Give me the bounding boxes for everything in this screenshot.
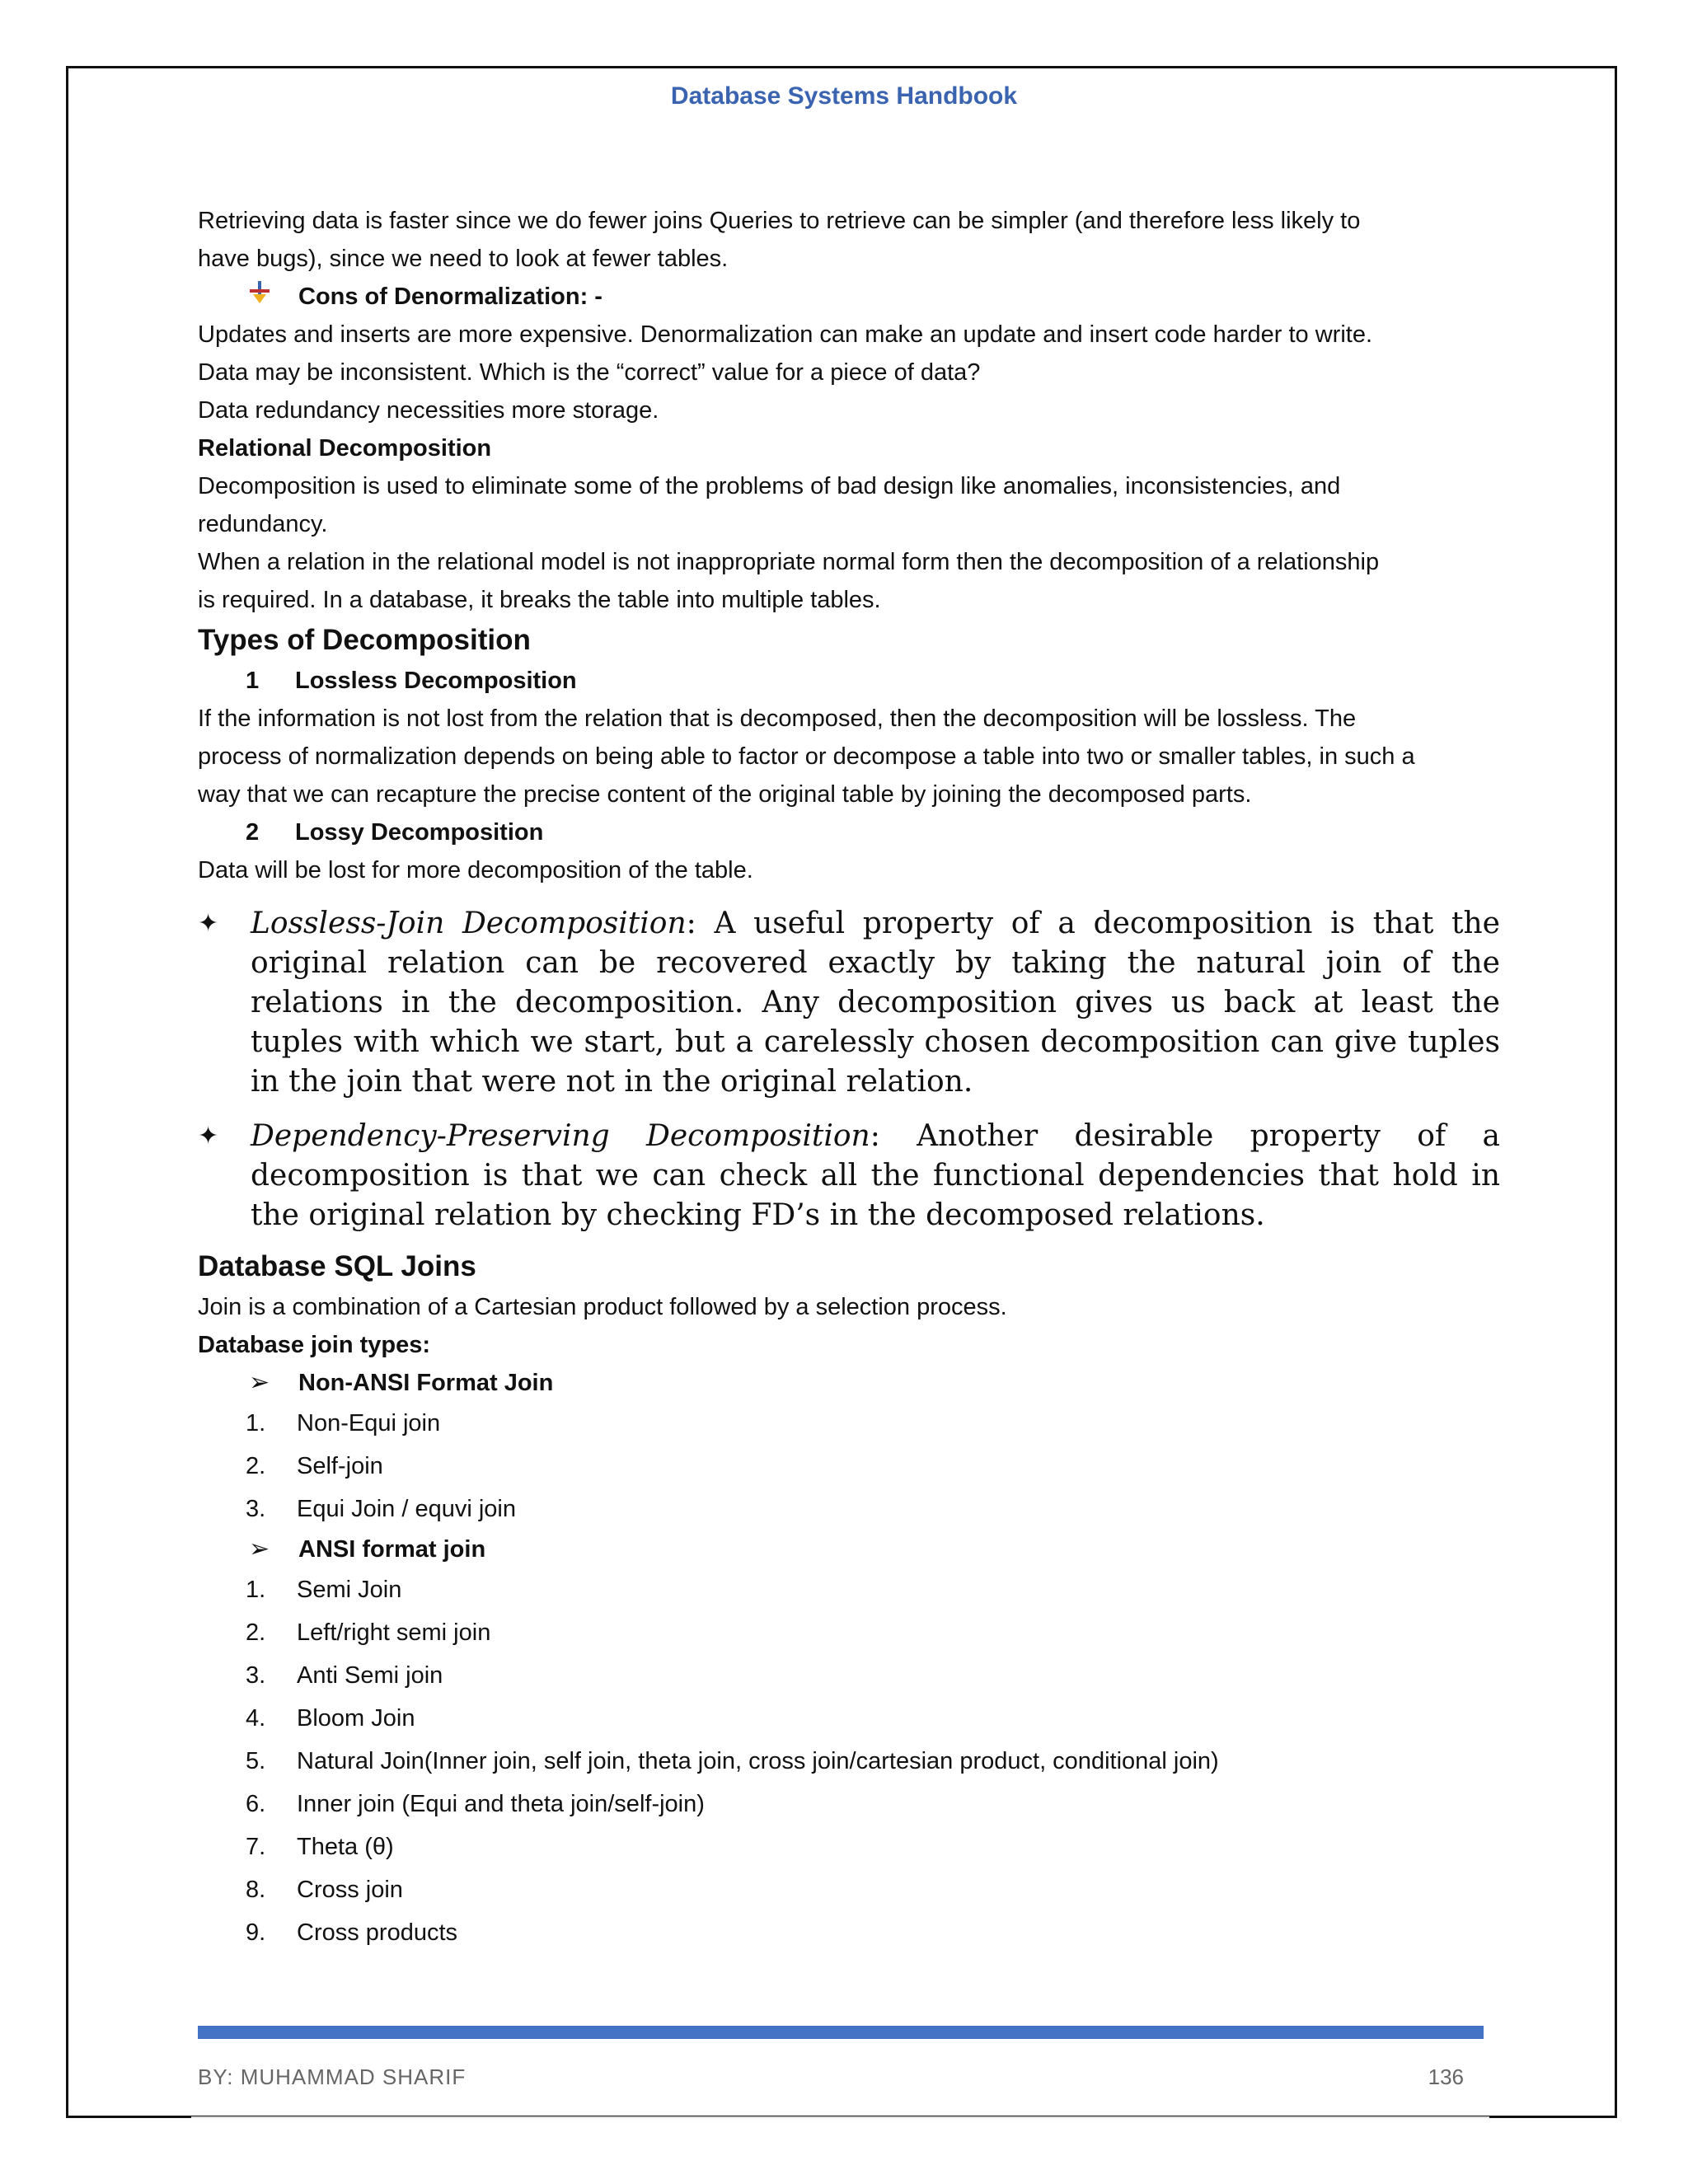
list-item-num: 4. [246, 1705, 266, 1732]
list-item-num: 3. [246, 1496, 266, 1522]
list-item [198, 1740, 1500, 1783]
diamond-icon: ✦ [198, 1122, 219, 1151]
list-item [198, 1654, 1500, 1697]
list-item-label: Bloom Join [297, 1705, 415, 1732]
list-item-num: 9. [246, 1919, 266, 1946]
lossless-line-3: way that we can recapture the precise content of the original table by joining the decomposed parts. [198, 781, 1252, 808]
types-heading: Types of Decomposition [198, 624, 531, 656]
list-item [198, 1911, 1500, 1954]
serif-body: : A useful property of a decomposition is that the original relation can be recovered exactly by taking the natural join of the relations in the decomposition. Any decomposition gives us back at least the tuples with which we start, but a carelessly chosen decomposition can give tuples in the join that were not in the original relation. [251, 907, 1500, 1099]
types-item-1-num: 1 [246, 668, 260, 694]
lossy-line: Data will be lost for more decomposition of the table. [198, 857, 753, 883]
relational-line-1: Decomposition is used to eliminate some of the problems of bad design like anomalies, inconsistencies, and [198, 473, 1341, 499]
cons-line-1: Updates and inserts are more expensive. Denormalization can make an update and insert code harder to write. [198, 321, 1373, 348]
serif-block-text [251, 904, 1500, 1102]
list-item [198, 1568, 1500, 1611]
types-item-1-label: Lossless Decomposition [295, 668, 577, 694]
cons-line-3: Data redundancy necessities more storage. [198, 397, 659, 424]
list-item [198, 1783, 1500, 1825]
list-item-num: 7. [246, 1834, 266, 1860]
list-item-num: 1. [246, 1410, 266, 1436]
relational-line-3: When a relation in the relational model is not inappropriate normal form then the decomposition of a relationship [198, 549, 1380, 575]
cons-line-2: Data may be inconsistent. Which is the “correct” value for a piece of data? [198, 359, 981, 386]
serif-block-lossless-join [198, 904, 1500, 1102]
serif-body: : Another desirable property of a decomposition is that we can check all the functional dependencies that hold in the original relation by checking FD’s in the decomposed relations. [251, 1119, 1500, 1232]
types-item-2 [198, 813, 1500, 851]
list-item [198, 1445, 1500, 1488]
list-item-num: 1. [246, 1577, 266, 1603]
non-ansi-heading-row [198, 1364, 1500, 1402]
ansi-heading-row [198, 1530, 1500, 1568]
arrowhead-icon: ➢ [249, 1369, 270, 1396]
down-arrow-bullet-icon [198, 278, 298, 316]
relational-line-2: redundancy. [198, 511, 328, 537]
serif-block-dependency-preserving [198, 1117, 1500, 1235]
list-item-num: 3. [246, 1662, 266, 1689]
lossless-line-1: If the information is not lost from the relation that is decomposed, then the decomposition will be lossless. The [198, 705, 1357, 732]
diamond-icon: ✦ [198, 909, 219, 938]
intro-line-2: have bugs), since we need to look at fewer tables. [198, 246, 729, 272]
list-item-label: Cross products [297, 1919, 458, 1946]
list-item-num: 8. [246, 1877, 266, 1903]
list-item-num: 2. [246, 1619, 266, 1646]
list-item [198, 1611, 1500, 1654]
relational-heading: Relational Decomposition [198, 435, 492, 462]
types-item-2-num: 2 [246, 819, 260, 846]
list-item-label: Theta (θ) [297, 1834, 394, 1860]
joins-intro: Join is a combination of a Cartesian product followed by a selection process. [198, 1294, 1007, 1320]
joins-heading: Database SQL Joins [198, 1250, 476, 1282]
footer-author: BY: MUHAMMAD SHARIF [198, 2064, 467, 2089]
list-item [198, 1697, 1500, 1740]
cons-heading-row [198, 278, 1500, 316]
non-ansi-heading: Non-ANSI Format Join [298, 1370, 554, 1396]
list-item-num: 2. [246, 1453, 266, 1479]
relational-line-4: is required. In a database, it breaks the table into multiple tables. [198, 587, 881, 613]
lossless-line-2: process of normalization depends on being able to factor or decompose a table into two or smaller tables, in such a [198, 743, 1415, 770]
intro-line-1: Retrieving data is faster since we do fewer joins Queries to retrieve can be simpler (and therefore less likely to [198, 208, 1361, 234]
serif-term: Lossless-Join Decomposition [251, 907, 687, 940]
list-item [198, 1488, 1500, 1530]
arrowhead-icon: ➢ [249, 1535, 270, 1563]
ansi-heading: ANSI format join [298, 1536, 486, 1563]
page-header-title: Database Systems Handbook [670, 82, 1018, 110]
list-item [198, 1868, 1500, 1911]
serif-term: Dependency-Preserving Decomposition [251, 1119, 870, 1153]
types-item-2-label: Lossy Decomposition [295, 819, 544, 846]
joins-types-heading: Database join types: [198, 1332, 431, 1358]
list-item-num: 5. [246, 1748, 266, 1774]
list-item [198, 1402, 1500, 1445]
list-item-num: 6. [246, 1791, 266, 1817]
cons-heading: Cons of Denormalization: - [298, 284, 603, 310]
list-item [198, 1825, 1500, 1868]
page-bottom-rule [191, 2116, 1489, 2118]
list-item-label: Anti Semi join [297, 1662, 443, 1689]
footer-divider-bar [198, 2026, 1484, 2039]
list-item-label: Left/right semi join [297, 1619, 491, 1646]
list-item-label: Non-Equi join [297, 1410, 441, 1436]
list-item-label: Self-join [297, 1453, 383, 1479]
list-item-label: Semi Join [297, 1577, 402, 1603]
list-item-label: Inner join (Equi and theta join/self-join) [297, 1791, 705, 1817]
page-content [198, 202, 1500, 1954]
list-item-label: Cross join [297, 1877, 403, 1903]
list-item-label: Natural Join(Inner join, self join, theta join, cross join/cartesian product, conditional join) [297, 1748, 1219, 1774]
list-item-label: Equi Join / equvi join [297, 1496, 516, 1522]
footer-page-number: 136 [1428, 2064, 1464, 2089]
types-item-1 [198, 662, 1500, 700]
serif-block-text [251, 1117, 1500, 1235]
